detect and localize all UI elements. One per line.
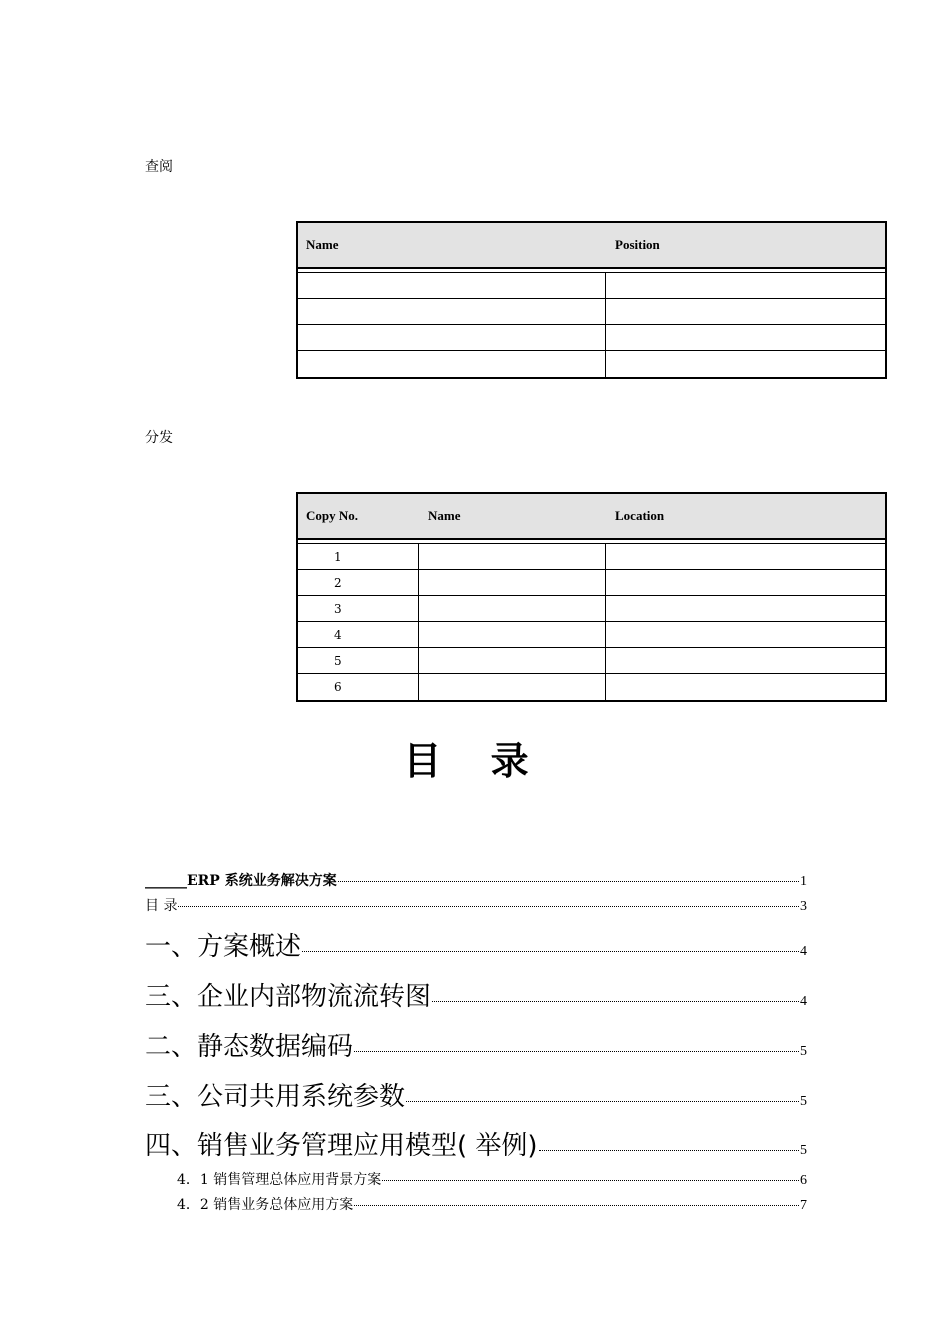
header-name: Name <box>428 508 461 523</box>
copy-number: 4 <box>298 622 419 647</box>
table-of-contents <box>145 0 807 1344</box>
copy-number: 6 <box>298 674 419 700</box>
toc-entry[interactable]: 4．1 销售管理总体应用背景方案 6 <box>177 1172 807 1188</box>
review-label: 查阅 <box>145 159 173 175</box>
header-name: Name <box>306 237 339 252</box>
toc-entry[interactable]: 目 录 3 <box>145 898 807 914</box>
toc-entry[interactable]: 三、企业内部物流流转图 4 <box>145 982 807 1012</box>
distribution-label: 分发 <box>145 430 173 446</box>
toc-entry[interactable]: 四、销售业务管理应用模型( 举例) 5 <box>145 1131 807 1161</box>
toc-entry[interactable]: 二、静态数据编码 5 <box>145 1032 807 1062</box>
toc-entry[interactable]: 一、方案概述 4 <box>145 932 807 962</box>
toc-entry[interactable]: 4．2 销售业务总体应用方案 7 <box>177 1197 807 1213</box>
toc-title: 目 录 <box>403 739 547 783</box>
header-position: Position <box>615 237 660 252</box>
toc-entry[interactable]: ______ERP 系统业务解决方案 1 <box>145 873 807 889</box>
copy-number: 5 <box>298 648 419 673</box>
copy-number: 2 <box>298 570 419 595</box>
copy-number: 1 <box>298 544 419 569</box>
header-location: Location <box>615 508 665 523</box>
toc-entry[interactable]: 三、公司共用系统参数 5 <box>145 1082 807 1112</box>
header-copy-no: Copy No. <box>306 508 359 523</box>
copy-number: 3 <box>298 596 419 621</box>
